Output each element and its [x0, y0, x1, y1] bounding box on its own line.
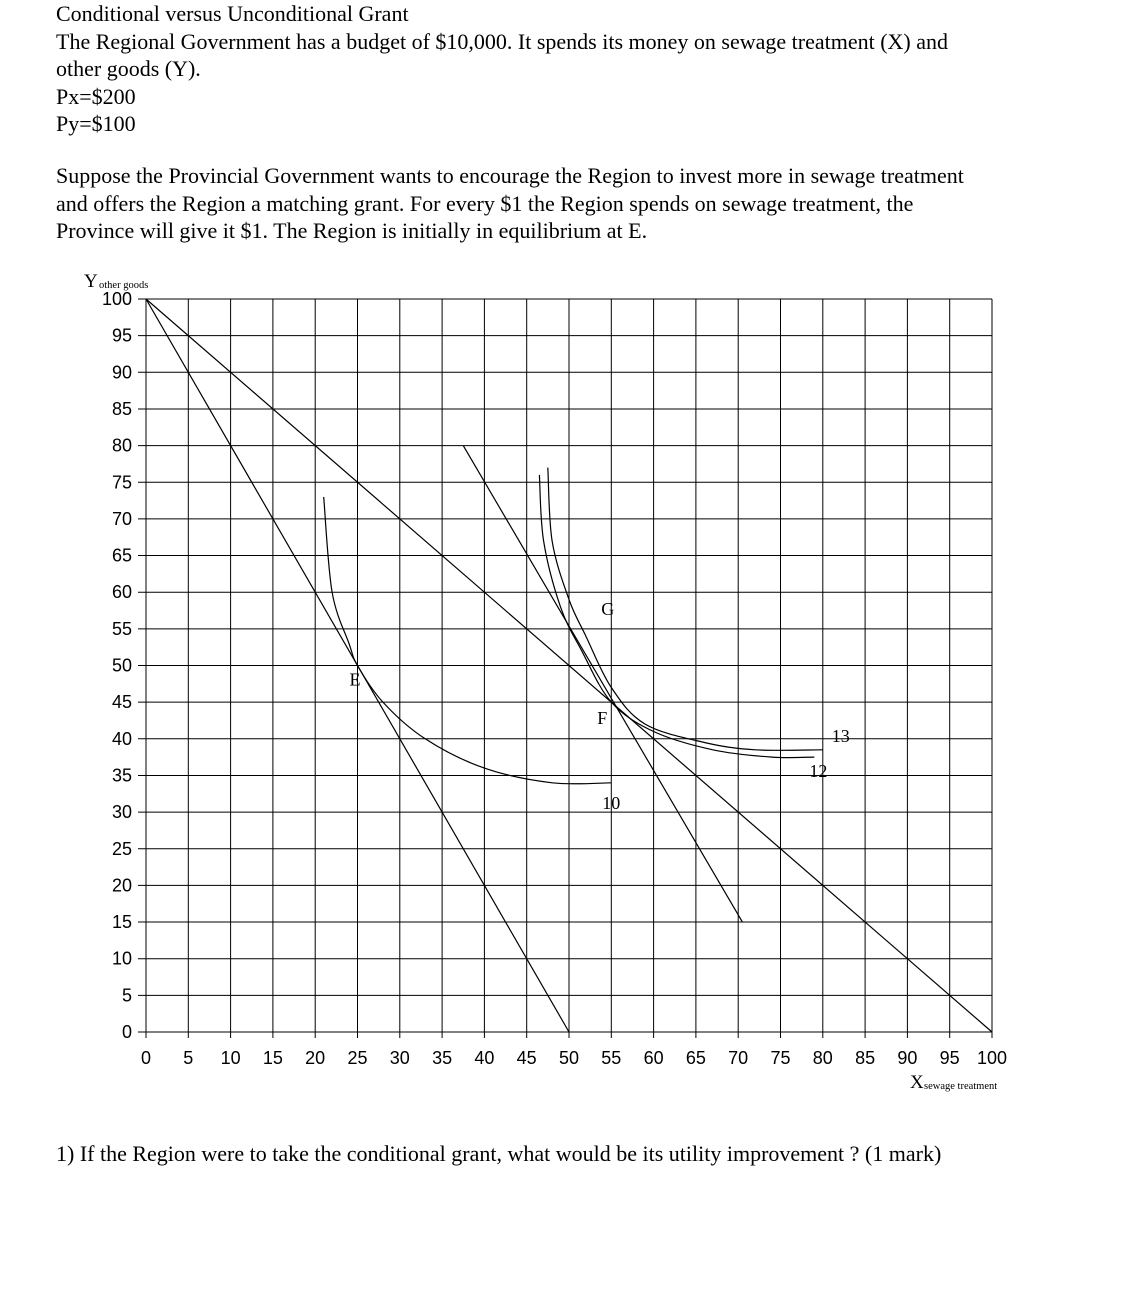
- x-axis-subtitle: sewage treatment: [924, 1081, 998, 1092]
- x-tick-label: 25: [347, 1048, 368, 1068]
- x-tick-label: 45: [516, 1048, 537, 1068]
- x-tick-label: 75: [770, 1048, 791, 1068]
- y-tick-label: 85: [111, 398, 132, 419]
- y-tick-label: 95: [111, 325, 132, 346]
- x-tick-label: 70: [728, 1048, 749, 1068]
- x-tick-label: 95: [939, 1048, 960, 1068]
- curve-label-13: 13: [831, 725, 850, 746]
- y-tick-label: 35: [111, 765, 132, 786]
- x-tick-label: 5: [183, 1048, 194, 1068]
- y-tick-label: 55: [111, 618, 132, 639]
- y-tick-label: 50: [111, 655, 132, 676]
- y-axis-subtitle: other goods: [99, 280, 149, 291]
- axis-ticks: [102, 289, 1007, 1068]
- y-tick-label: 30: [111, 802, 132, 823]
- x-tick-label: 55: [601, 1048, 622, 1068]
- setup-line-1: Suppose the Provincial Government wants to encourage the Region to invest more in sewage treatment: [56, 163, 964, 188]
- y-tick-label: 90: [111, 362, 132, 383]
- y-tick-label: 75: [111, 472, 132, 493]
- y-axis-title: Y: [84, 271, 98, 292]
- y-tick-label: 5: [121, 985, 132, 1006]
- x-tick-label: 50: [558, 1048, 580, 1068]
- y-tick-label: 40: [111, 728, 132, 749]
- y-tick-label: 15: [111, 912, 132, 933]
- x-tick-label: 80: [812, 1048, 833, 1068]
- y-tick-label: 70: [111, 508, 132, 529]
- point-label-F: F: [597, 708, 608, 729]
- y-tick-label: 60: [111, 582, 132, 603]
- y-tick-label: 45: [111, 692, 132, 713]
- x-tick-label: 60: [643, 1048, 664, 1068]
- y-tick-label: 20: [111, 875, 132, 896]
- indifference-curve-13: [548, 468, 823, 751]
- y-tick-label: 0: [121, 1022, 132, 1042]
- document-title: Conditional versus Unconditional Grant: [56, 1, 409, 26]
- budget-line-2: other goods (Y).: [56, 56, 201, 81]
- point-label-E: E: [349, 669, 361, 690]
- y-tick-label: 25: [111, 838, 132, 859]
- x-tick-label: 85: [855, 1048, 876, 1068]
- x-tick-label: 10: [220, 1048, 241, 1068]
- point-label-G: G: [601, 598, 615, 619]
- y-tick-label: 10: [111, 948, 132, 969]
- x-tick-label: 20: [305, 1048, 326, 1068]
- setup-line-2: and offers the Region a matching grant. For every $1 the Region spends on sewage treatment, the: [56, 190, 914, 216]
- x-tick-label: 65: [685, 1048, 706, 1068]
- setup-line-3: Province will give it $1. The Region is initially in equilibrium at E.: [56, 218, 648, 243]
- price-x: Px=$200: [56, 83, 136, 109]
- y-tick-label: 100: [101, 289, 132, 309]
- indifference-curve-12: [539, 475, 814, 758]
- budget-line-1: The Regional Government has a budget of $10,000. It spends its money on sewage treatment (X) and: [56, 28, 948, 54]
- x-tick-label: 15: [262, 1048, 283, 1068]
- question-text: 1) If the Region were to take the conditional grant, what would be its utility improvement ? (1 mark): [56, 1141, 942, 1166]
- x-tick-label: 40: [474, 1048, 495, 1068]
- x-tick-label: 30: [389, 1048, 410, 1068]
- price-y: Py=$100: [56, 111, 136, 136]
- x-tick-label: 90: [897, 1048, 918, 1068]
- y-tick-label: 65: [111, 545, 132, 566]
- curve-label-10: 10: [602, 792, 621, 813]
- x-tick-label: 100: [976, 1048, 1008, 1068]
- parallel-budget-line: [463, 446, 742, 922]
- curve-label-12: 12: [809, 761, 828, 782]
- x-tick-label: 35: [432, 1048, 453, 1068]
- x-axis-title: X: [910, 1072, 924, 1093]
- indifference-curve-10: [324, 497, 615, 784]
- y-tick-label: 80: [111, 435, 132, 456]
- x-tick-label: 0: [140, 1048, 152, 1068]
- grid: [138, 299, 992, 1038]
